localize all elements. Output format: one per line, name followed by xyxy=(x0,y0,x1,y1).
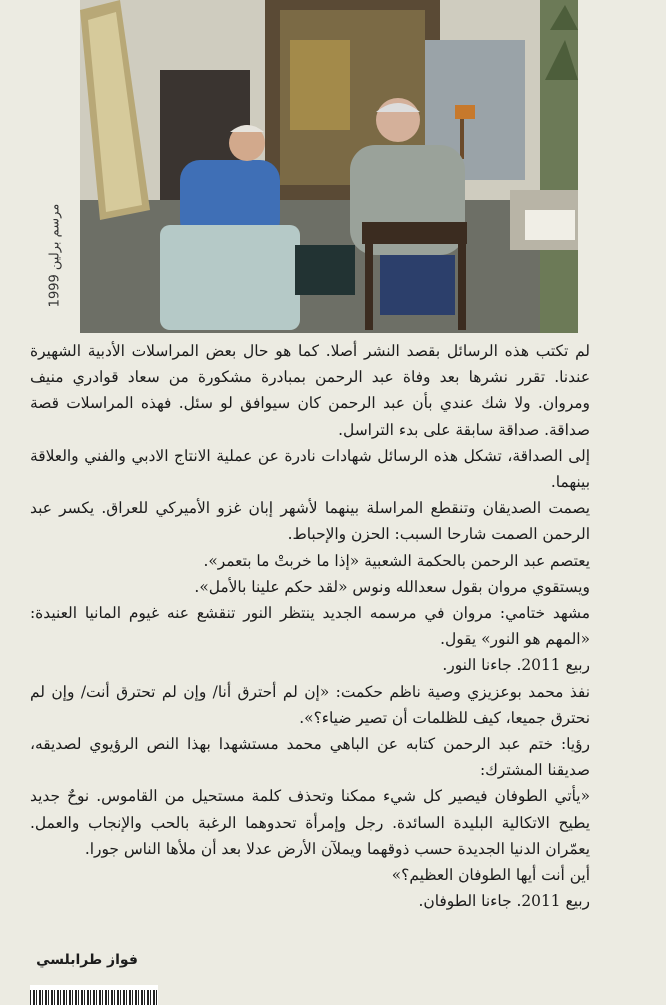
paragraph: مشهد ختامي: مروان في مرسمه الجديد ينتظر النور تنقشع عنه غيوم المانيا العنيدة: «المهم هو النور» يقول. xyxy=(30,604,590,649)
paragraph: لم تكتب هذه الرسائل بقصد النشر أصلا. كما هو حال بعض المراسلات الأدبية الشهيرة عندنا. تقرر نشرها بعد وفاة عبد الرحمن بمبادرة مشكورة من سعاد قوادري منيف ومروان. ولا شك عندي بأن عبد الرحمن كان سيوافق لو سئل. فهذه المراسلات قصة صداقة. صداقة سابقة على بدء التراسل. xyxy=(30,342,590,439)
paragraph: رؤيا: ختم عبد الرحمن كتابه عن الباهي محمد مستشهدا بهذا النص الرؤيوي لصديقه، صديقنا المشترك: xyxy=(30,735,590,780)
photo-caption xyxy=(40,175,70,335)
paragraph: نفذ محمد بوعزيزي وصية ناظم حكمت: «إن لم أحترق أنا/ وإن لم تحترق أنت/ وإن لم نحترق جميعا، كيف للظلمات أن تصير ضياء؟». xyxy=(30,682,590,727)
paragraph: أين أنت أيها الطوفان العظيم؟» xyxy=(391,866,590,885)
back-cover-text xyxy=(30,338,590,914)
isbn-barcode xyxy=(30,985,158,1005)
paragraph: يعتصم عبد الرحمن بالحكمة الشعبية «إذا ما خربتْ ما بتعمر». xyxy=(203,551,590,570)
author-name: فواز طرابلسي xyxy=(36,952,138,968)
paragraph: ربيع 2011. جاءنا الطوفان. xyxy=(418,892,590,911)
paragraph: يصمت الصديقان وتنقطع المراسلة بينهما لأشهر إبان غزو الأميركي للعراق. يكسر عبد الرحمن الصمت شارحا السبب: الحزن والإحباط. xyxy=(30,499,590,544)
cover-photo xyxy=(80,0,578,333)
paragraph: ربيع 2011. جاءنا النور. xyxy=(442,656,590,675)
studio-photo-illustration xyxy=(80,0,578,333)
paragraph: ويستقوي مروان بقول سعدالله ونوس «لقد حكم علينا بالأمل». xyxy=(194,577,590,596)
photo-caption-text: مرسم برلين 1999 xyxy=(47,203,63,307)
paragraph: إلى الصداقة، تشكل هذه الرسائل شهادات نادرة عن عملية الانتاج الادبي والفني والعلاقة بينهما. xyxy=(30,446,590,492)
paragraph: «يأتي الطوفان فيصير كل شيء ممكنا وتحذف كلمة مستحيل من القاموس. نوحٌ جديد يطيح الاتكالية البليدة السائدة. رجل وإمرأة تحدوهما الرغبة بالحب والإنجاب والعمل. يعمّران الدنيا الجديدة حسب ذوقهما ويملآن الأرض عدلا بعد أن ملأها الناس جورا. xyxy=(30,787,590,858)
